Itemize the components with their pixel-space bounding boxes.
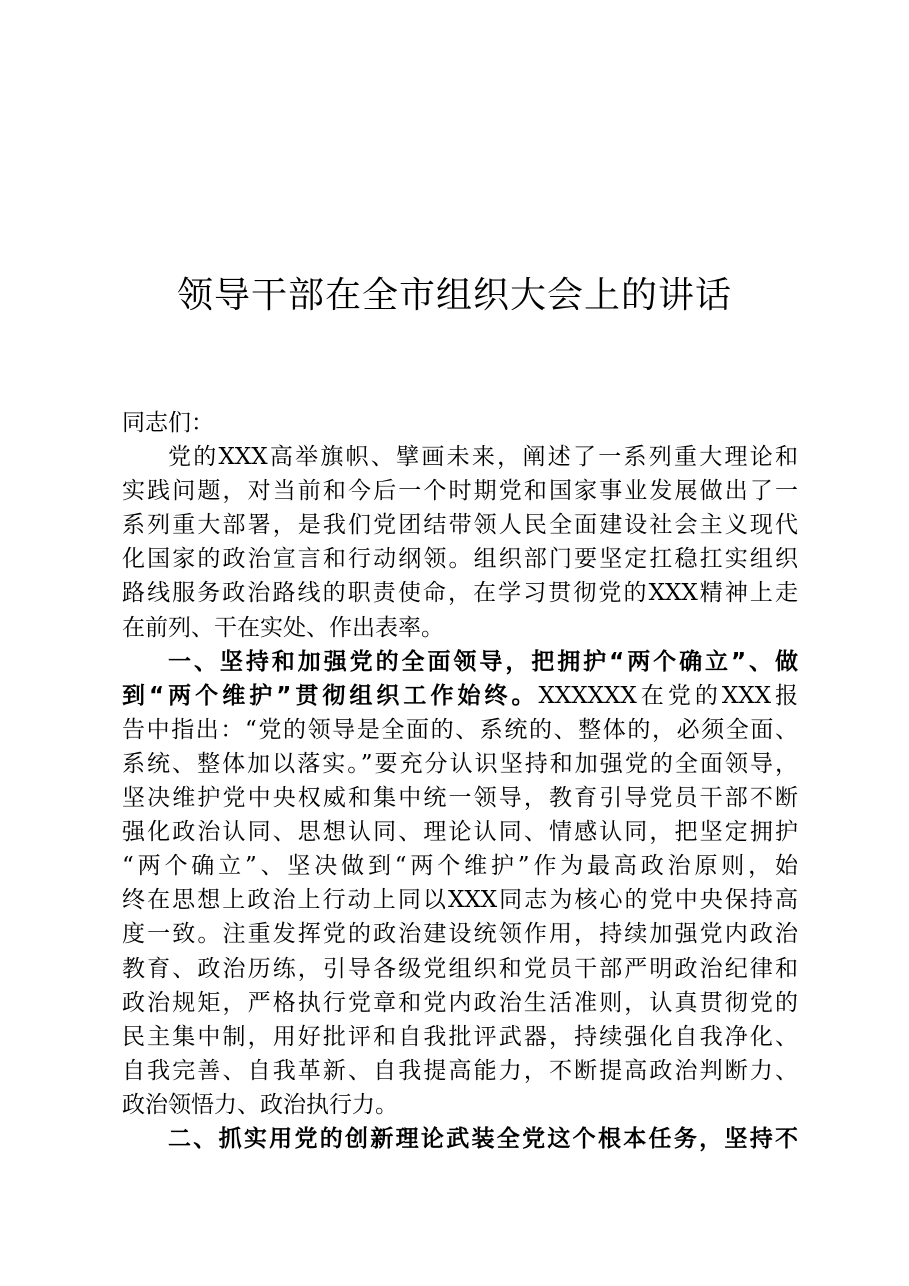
paragraph-line: 政治领悟力、政治执行力。 <box>122 1091 398 1118</box>
paragraph-line: 在前列、干在实处、作出表率。 <box>122 614 444 641</box>
section-heading-continuation <box>122 679 798 713</box>
document-title: 领导干部在全市组织大会上的讲话 <box>176 275 732 316</box>
document-body <box>122 406 798 1156</box>
paragraph-line: 路线服务政治路线的职责使命，在学习贯彻党的XXX精神上走 <box>122 580 798 607</box>
greeting: 同志们： <box>122 410 214 436</box>
section-two <box>122 1122 798 1156</box>
paragraph-intro <box>122 440 798 645</box>
paragraph-text: XXXXXX在党的XXX报 <box>538 682 798 709</box>
paragraph-line: 坚决维护党中央权威和集中统一领导，教育引导党员干部不断 <box>122 785 798 812</box>
paragraph-line: 系列重大部署，是我们党团结带领人民全面建设社会主义现代 <box>122 512 798 539</box>
paragraph-line: “两个确立”、坚决做到“两个维护”作为最高政治原则，始 <box>122 853 798 880</box>
paragraph-line: 系统、整体加以落实。”要充分认识坚持和加强党的全面领导， <box>122 750 798 777</box>
paragraph-line: 政治规矩，严格执行党章和党内政治生活准则，认真贯彻党的 <box>122 989 798 1016</box>
section-one <box>122 645 798 1122</box>
paragraph-line: 自我完善、自我革新、自我提高能力，不断提高政治判断力、 <box>122 1057 798 1084</box>
paragraph-line: 终在思想上政治上行动上同以XXX同志为核心的党中央保持高 <box>122 887 798 914</box>
section-heading-tail: 到“两个维护”贯彻组织工作始终。 <box>122 682 539 709</box>
paragraph-line: 化国家的政治宣言和行动纲领。组织部门要坚定扛稳扛实组织 <box>122 546 798 573</box>
section-heading: 二、抓实用党的创新理论武装全党这个根本任务，坚持不 <box>168 1125 798 1152</box>
paragraph-line: 教育、政治历练，引导各级党组织和党员干部严明政治纪律和 <box>122 955 798 982</box>
paragraph-line: 度一致。注重发挥党的政治建设统领作用，持续加强党内政治 <box>122 921 798 948</box>
paragraph-line: 民主集中制，用好批评和自我批评武器，持续强化自我净化、 <box>122 1023 798 1050</box>
paragraph-line: 实践问题，对当前和今后一个时期党和国家事业发展做出了一 <box>122 478 798 505</box>
section-heading: 一、坚持和加强党的全面领导，把拥护“两个确立”、做 <box>168 648 798 675</box>
paragraph-line: 党的XXX高举旗帜、擘画未来，阐述了一系列重大理论和 <box>168 444 798 471</box>
paragraph-line: 强化政治认同、思想认同、理论认同、情感认同，把坚定拥护 <box>122 819 798 846</box>
paragraph-line: 告中指出：“党的领导是全面的、系统的、整体的，必须全面、 <box>122 716 798 743</box>
